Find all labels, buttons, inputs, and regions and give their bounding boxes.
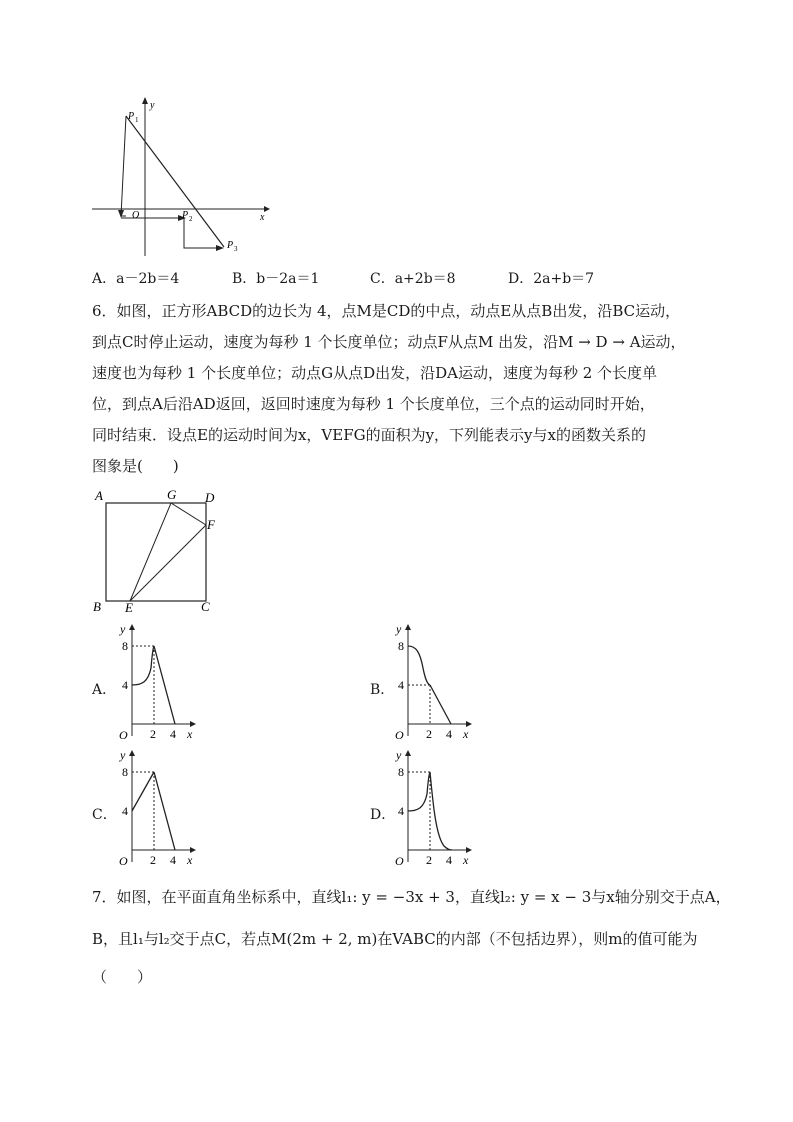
q6-line-2: 到点C时停止运动，速度为每秒 1 个长度单位；动点F从点M 出发，沿M → D → A运动， bbox=[92, 333, 686, 351]
q6-label-g: G bbox=[167, 487, 177, 502]
q5-option-d[interactable]: D．2a+b＝7 bbox=[508, 271, 595, 287]
graph-a-4x: 4 bbox=[170, 727, 176, 741]
q6-segment-eg bbox=[130, 503, 171, 601]
graph-a-y-arrow bbox=[129, 624, 135, 630]
graph-c-y-label: y bbox=[120, 748, 126, 762]
graph-c-y-arrow bbox=[129, 750, 135, 756]
graph-c-o: O bbox=[119, 854, 128, 868]
graph-a-y-label: y bbox=[120, 622, 126, 636]
q5-coordinate-figure bbox=[88, 92, 278, 257]
q6-graph-c[interactable] bbox=[112, 744, 207, 869]
q7-line-2: B，且l₁与l₂交于点C，若点M(2m + 2, m)在VABC的内部（不包括边界），则m的值可能为 bbox=[92, 930, 698, 948]
q6-graph-a[interactable] bbox=[112, 618, 207, 743]
q5-origin-label: O bbox=[132, 210, 140, 221]
q6-label-a: A bbox=[95, 488, 103, 503]
q5-diagonal-line bbox=[126, 116, 224, 247]
graph-d-curve-up bbox=[408, 772, 430, 811]
q6-option-b[interactable]: B． bbox=[370, 682, 395, 698]
graph-d-x-label: x bbox=[463, 853, 469, 867]
graph-c-4x: 4 bbox=[170, 853, 176, 867]
q5-p3-sub: 3 bbox=[234, 245, 238, 253]
q6-option-c[interactable]: C． bbox=[92, 807, 117, 823]
graph-b-x-label: x bbox=[463, 727, 469, 741]
q5-p2-sub: 2 bbox=[189, 215, 193, 223]
graph-c-8: 8 bbox=[122, 765, 128, 779]
q6-label-f: F bbox=[207, 517, 215, 532]
graph-a-curve bbox=[132, 646, 154, 685]
q6-label-c: C bbox=[201, 599, 210, 614]
q6-line-6: 图象是( ) bbox=[92, 457, 179, 475]
q6-label-b: B bbox=[93, 599, 101, 614]
q7-line-3: （ ） bbox=[92, 968, 153, 986]
q5-arrow-1 bbox=[118, 210, 124, 218]
graph-b-curve bbox=[408, 646, 430, 685]
graph-d-4x: 4 bbox=[446, 853, 452, 867]
graph-d-4y: 4 bbox=[398, 804, 404, 818]
q5-x-label: x bbox=[260, 212, 265, 223]
q6-square bbox=[106, 503, 206, 601]
graph-b-4y: 4 bbox=[398, 678, 404, 692]
graph-c-x-label: x bbox=[187, 853, 193, 867]
graph-a-segment bbox=[154, 646, 175, 724]
q5-p3-label: P bbox=[227, 240, 234, 251]
graph-d-y-arrow bbox=[405, 750, 411, 756]
q5-y-label: y bbox=[150, 100, 155, 111]
q6-line-5: 同时结束．设点E的运动时间为x，VEFG的面积为y，下列能表示y与x的函数关系的 bbox=[92, 426, 646, 444]
q6-graph-d[interactable] bbox=[388, 744, 483, 869]
graph-c-segment-up bbox=[132, 772, 154, 811]
q5-p1-label: P bbox=[128, 111, 135, 122]
graph-b-y-arrow bbox=[405, 624, 411, 630]
graph-a-o: O bbox=[119, 728, 128, 742]
q5-y-arrow bbox=[142, 97, 148, 104]
graph-d-8: 8 bbox=[398, 765, 404, 779]
graph-b-4x: 4 bbox=[446, 727, 452, 741]
graph-c-segment-down bbox=[154, 772, 175, 850]
q6-option-a[interactable]: A． bbox=[92, 682, 117, 698]
q5-option-a[interactable]: A．a－2b＝4 bbox=[92, 271, 180, 287]
graph-d-curve-down bbox=[430, 772, 452, 850]
q6-label-e: E bbox=[125, 600, 133, 615]
q6-line-3: 速度也为每秒 1 个长度单位；动点G从点D出发，沿DA运动，速度为每秒 2 个长度单 bbox=[92, 364, 658, 382]
graph-a-4y: 4 bbox=[122, 678, 128, 692]
graph-c-4y: 4 bbox=[122, 804, 128, 818]
graph-d-2: 2 bbox=[426, 853, 432, 867]
q6-segment-gf bbox=[171, 503, 206, 525]
q5-x-arrow bbox=[264, 206, 270, 212]
q6-graph-b[interactable] bbox=[388, 618, 483, 743]
graph-a-8: 8 bbox=[122, 639, 128, 653]
q5-path-p1 bbox=[121, 116, 126, 216]
q6-label-d: D bbox=[205, 490, 215, 505]
graph-b-2: 2 bbox=[426, 727, 432, 741]
q6-line-1: 6．如图，正方形ABCD的边长为 4，点M是CD的中点，动点E从点B出发，沿BC运动， bbox=[92, 302, 681, 320]
graph-c-2: 2 bbox=[150, 853, 156, 867]
q5-p2-label: P bbox=[182, 210, 189, 221]
q6-square-figure bbox=[92, 486, 227, 616]
q5-option-c[interactable]: C．a+2b＝8 bbox=[370, 271, 456, 287]
q5-option-b[interactable]: B．b－2a＝1 bbox=[232, 271, 320, 287]
graph-d-y-label: y bbox=[396, 748, 402, 762]
graph-d-o: O bbox=[395, 854, 404, 868]
graph-a-2: 2 bbox=[150, 727, 156, 741]
graph-b-y-label: y bbox=[396, 622, 402, 636]
q6-option-d[interactable]: D． bbox=[370, 807, 396, 823]
graph-b-o: O bbox=[395, 728, 404, 742]
q6-segment-ef bbox=[130, 525, 206, 601]
graph-b-8: 8 bbox=[398, 639, 404, 653]
q5-p1-sub: 1 bbox=[135, 116, 139, 124]
graph-b-segment bbox=[430, 685, 451, 724]
q6-line-4: 位，到点A后沿AD返回，返回时速度为每秒 1 个长度单位，三个点的运动同时开始， bbox=[92, 395, 655, 413]
graph-a-x-label: x bbox=[187, 727, 193, 741]
q7-line-1: 7．如图，在平面直角坐标系中，直线l₁: y = −3x + 3，直线l₂: y = x − 3与x轴分别交于点A， bbox=[92, 888, 731, 906]
